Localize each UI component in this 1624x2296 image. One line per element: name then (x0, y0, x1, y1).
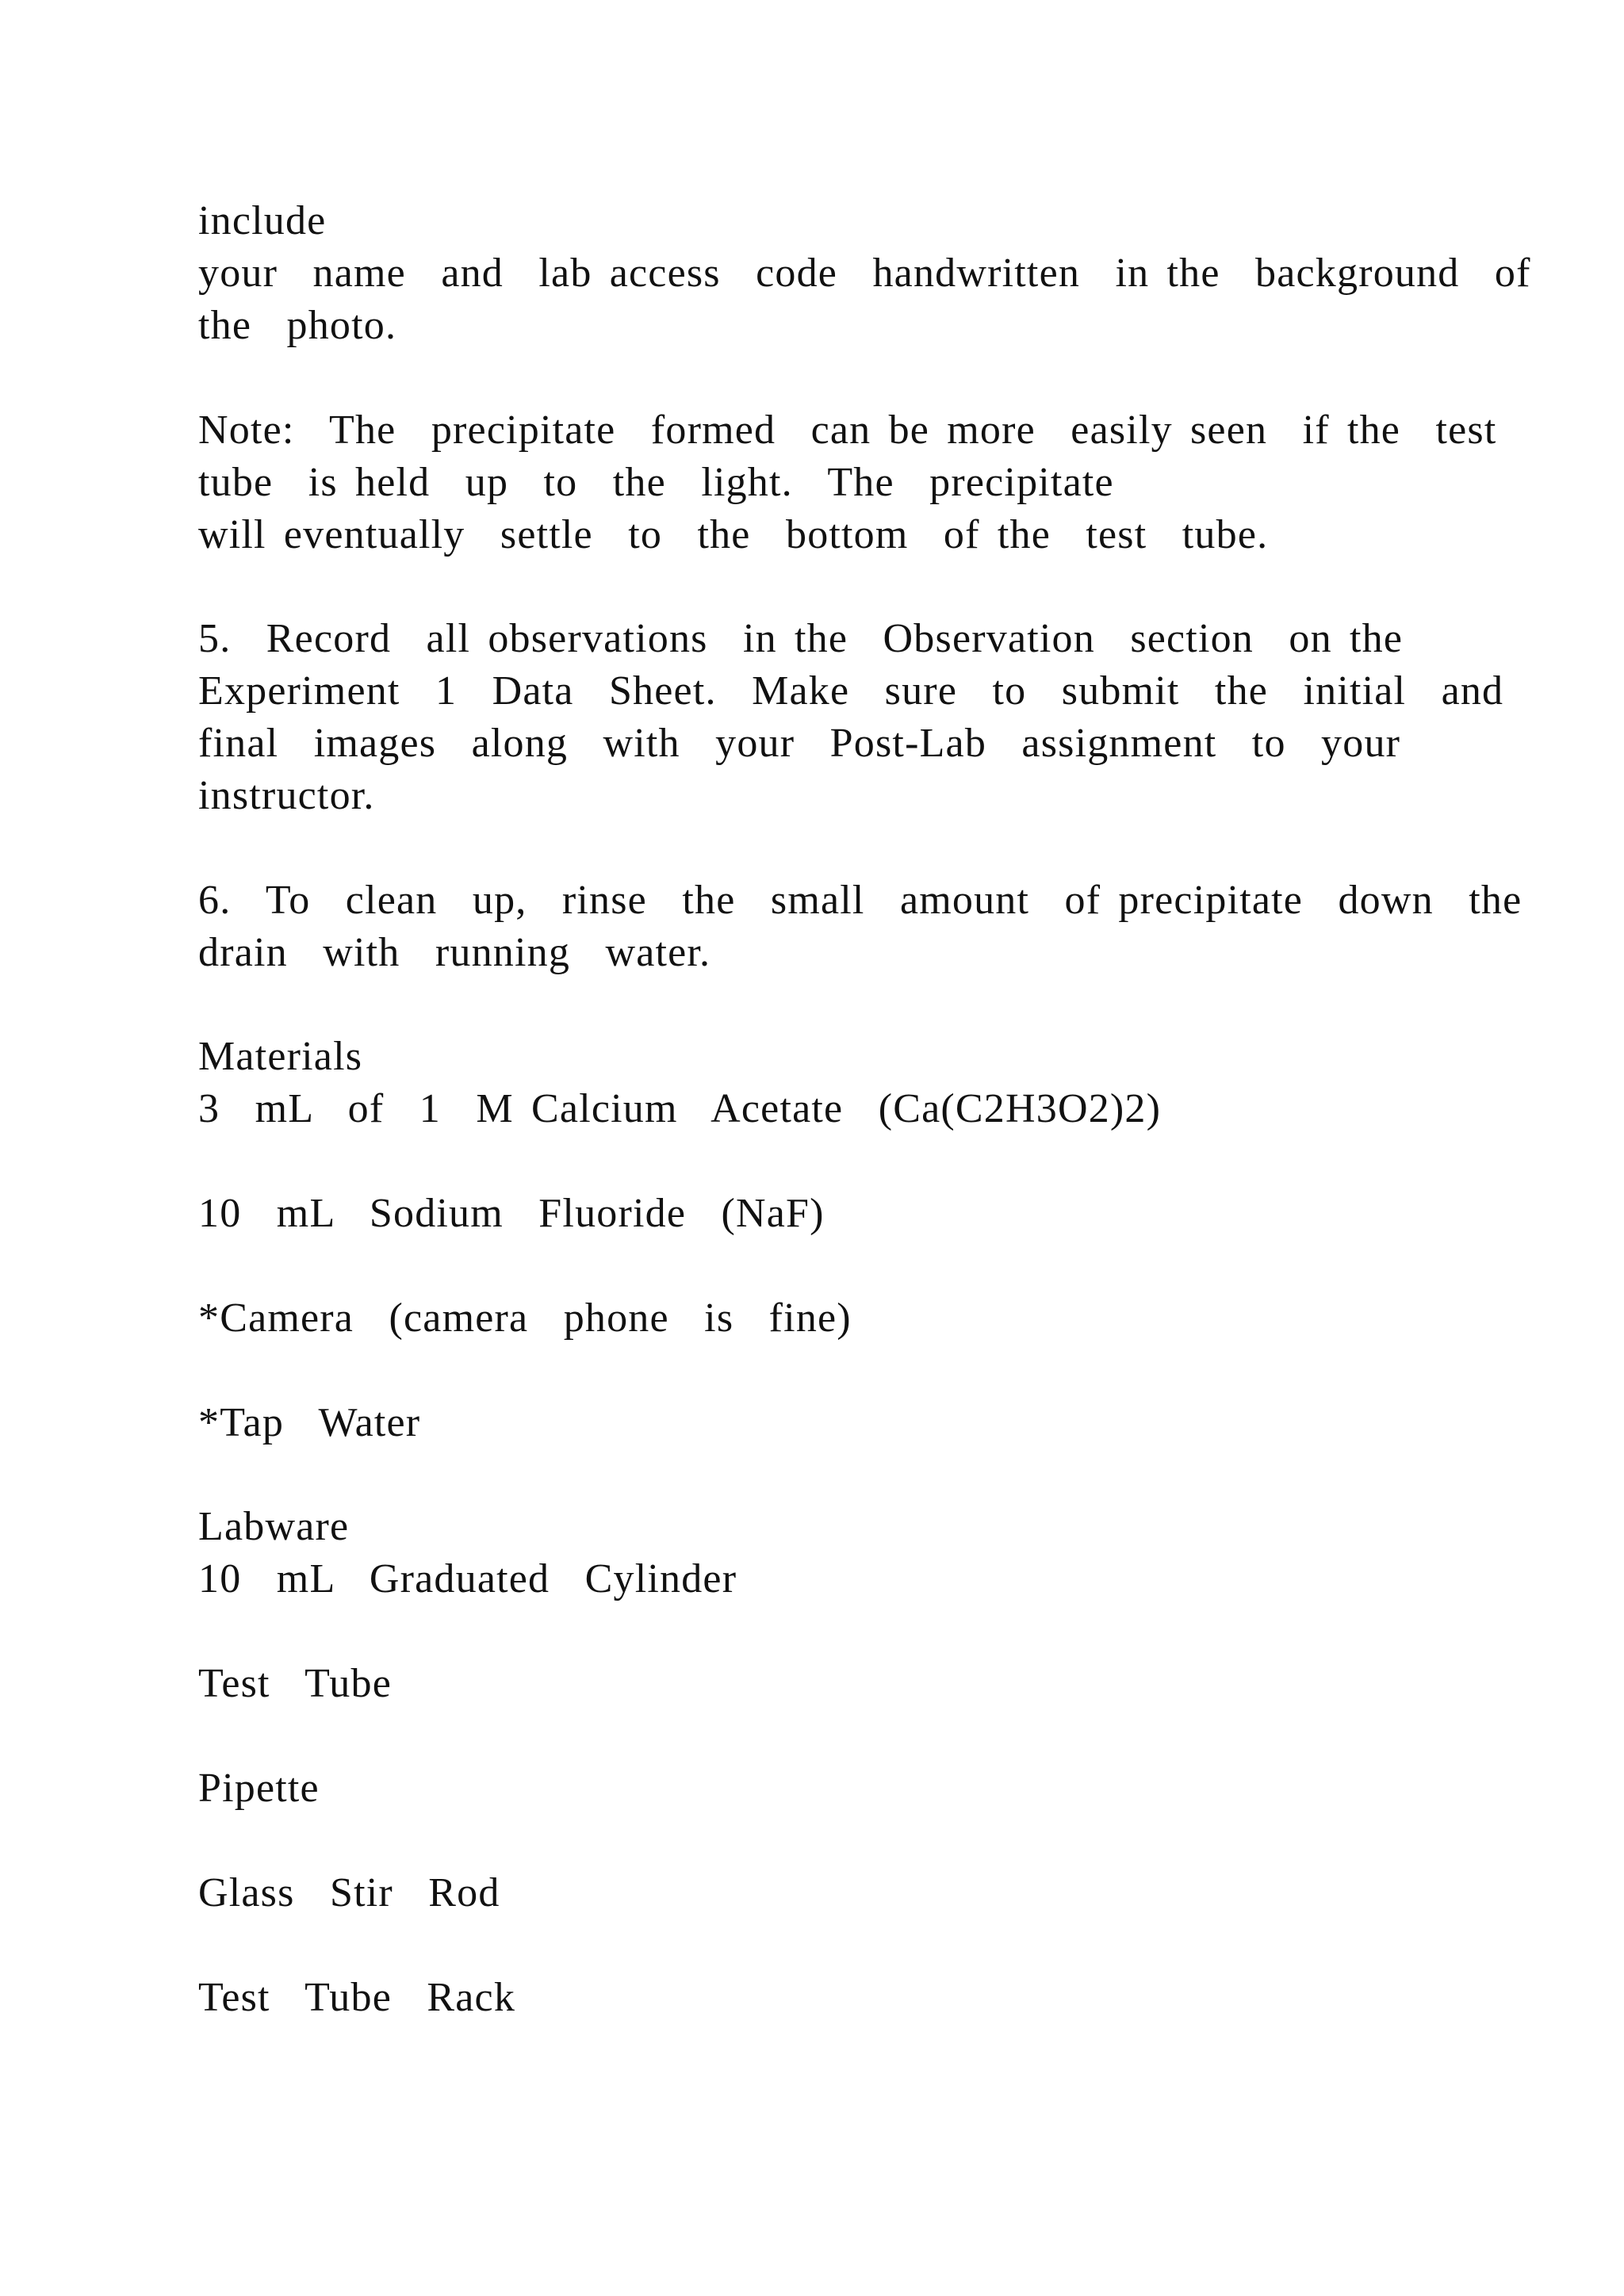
materials-item-sodium-fluoride: 10 mL Sodium Fluoride (NaF) (198, 1191, 825, 1236)
labware-item-test-tube-rack: Test Tube Rack (198, 1975, 516, 2020)
step6-line-2: drain with running water. (198, 930, 711, 975)
step6-line-1: 6. To clean up, rinse the small amount of precipitate down the (198, 878, 1522, 923)
intro-line-1: include (198, 198, 327, 243)
note-line-3: will eventually settle to the bottom of the test tube. (198, 512, 1269, 557)
labware-item-test-tube: Test Tube (198, 1661, 392, 1706)
materials-heading: Materials (198, 1034, 363, 1079)
labware-item-glass-stir-rod: Glass Stir Rod (198, 1870, 500, 1915)
note-line-1: Note: The precipitate formed can be more easily seen if the test (198, 408, 1497, 453)
step5-line-2: Experiment 1 Data Sheet. Make sure to submit the initial and (198, 668, 1504, 714)
materials-item-tap-water: *Tap Water (198, 1400, 421, 1445)
step5-line-3: final images along with your Post-Lab assignment to your (198, 721, 1401, 766)
note-line-2: tube is held up to the light. The precipitate (198, 460, 1114, 505)
labware-heading: Labware (198, 1504, 350, 1549)
materials-item-calcium-acetate: 3 mL of 1 M Calcium Acetate (Ca(C2H3O2)2) (198, 1086, 1162, 1131)
materials-item-camera: *Camera (camera phone is fine) (198, 1295, 852, 1341)
intro-line-3: the photo. (198, 303, 397, 348)
intro-line-2: your name and lab access code handwritten in the background of (198, 251, 1531, 296)
step5-line-4: instructor. (198, 773, 375, 818)
labware-item-graduated-cylinder: 10 mL Graduated Cylinder (198, 1556, 737, 1601)
step5-line-1: 5. Record all observations in the Observation section on the (198, 616, 1404, 661)
labware-item-pipette: Pipette (198, 1766, 320, 1811)
